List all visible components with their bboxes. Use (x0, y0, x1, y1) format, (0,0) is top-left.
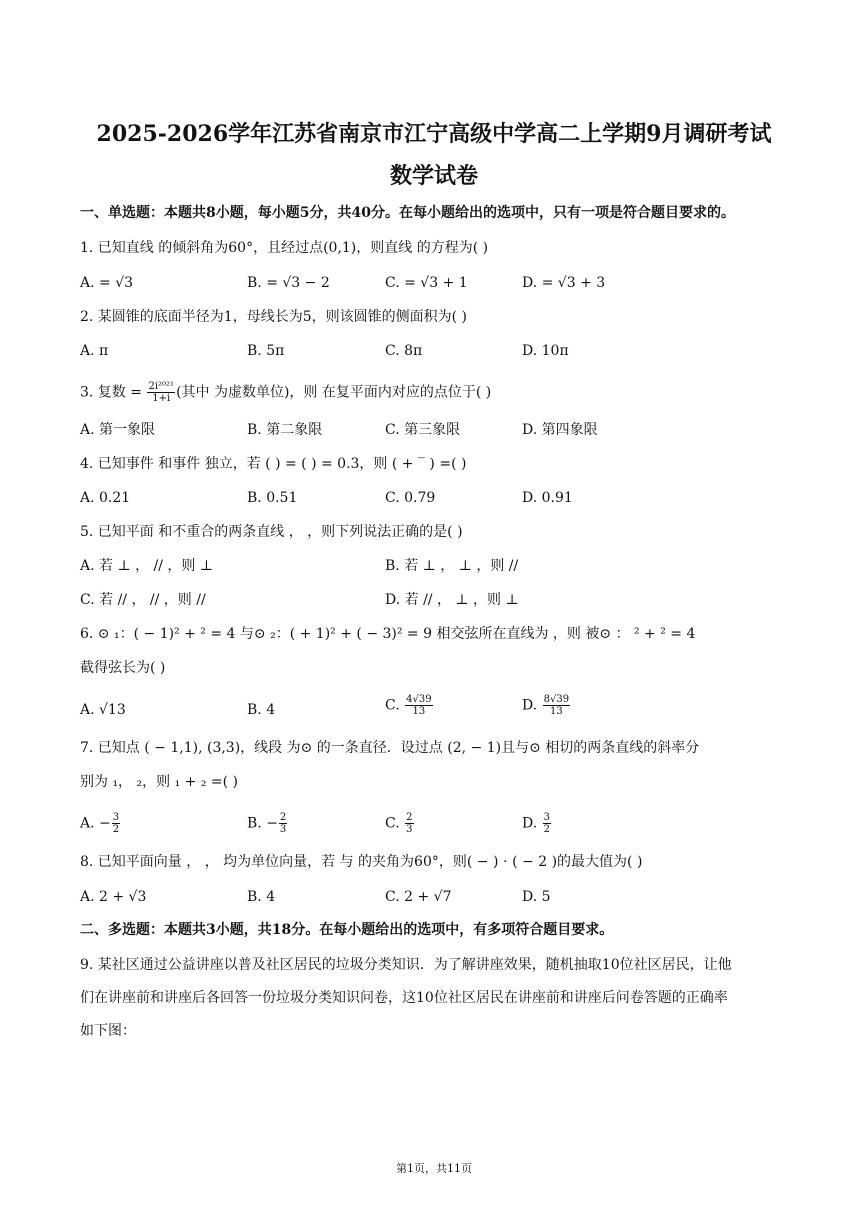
question-7-option-b-label: B. − (247, 815, 278, 832)
exam-title: 2025-2026学年江苏省南京市江宁高级中学高二上学期9月调研考试 (96, 121, 772, 147)
question-3-option-a: A. 第一象限 (80, 422, 156, 438)
question-3-suffix: (其中 为虚数单位)，则 在复平面内对应的点位于( ) (176, 384, 492, 401)
question-7-option-b (247, 812, 288, 835)
question-2-stem: 2. 某圆锥的底面半径为1，母线长为5，则该圆锥的侧面积为( ) (80, 309, 467, 325)
question-3-prefix: 3. 复数 = (80, 384, 147, 401)
question-7-option-d-numerator: 3 (543, 812, 551, 823)
section-heading-multi-choice: 二、多选题：本题共3小题，共18分。在每小题给出的选项中，有多项符合题目要求。 (80, 922, 614, 938)
question-7-option-b-denominator: 3 (279, 824, 287, 835)
question-3-option-c: C. 第三象限 (385, 422, 461, 438)
question-7-option-a-label: A. − (80, 815, 111, 832)
question-4-stem: 4. 已知事件 和事件 独立，若 ( ) = ( ) = 0.3，则 ( + ‾ ) =( ) (80, 456, 467, 472)
question-5-option-a: A. 若 ⊥ ， // ，则 ⊥ (80, 558, 214, 574)
section-heading-single-choice: 一、单选题：本题共8小题，每小题5分，共40分。在每小题给出的选项中，只有一项是符合题目要求的。 (80, 205, 735, 221)
question-9-line-1: 9. 某社区通过公益讲座以普及社区居民的垃圾分类知识．为了解讲座效果，随机抽取10位社区居民，让他 (80, 957, 732, 973)
question-6-option-d-fraction (543, 694, 570, 717)
question-7-option-c-denominator: 3 (406, 824, 413, 835)
exam-subtitle: 数学试卷 (389, 163, 478, 189)
question-6-stem: 6. ⊙ ₁：( − 1)² + ² = 4 与⊙ ₂：( + 1)² + ( − 3)² = 9 相交弦所在直线为 ，则 被⊙ ： ² + ² = 4 (80, 626, 696, 642)
question-8-option-b: B. 4 (247, 889, 276, 905)
question-2-option-b: B. 5π (247, 343, 285, 359)
question-7-option-b-fraction (279, 812, 287, 835)
question-3-option-b: B. 第二象限 (247, 422, 323, 438)
question-1-option-d: D. = √3 + 3 (522, 275, 606, 291)
question-2-option-c: C. 8π (385, 343, 423, 359)
question-7-option-d-fraction (543, 812, 551, 835)
question-6-option-d (522, 694, 571, 717)
question-3-stem (80, 381, 491, 404)
question-4-option-c: C. 0.79 (385, 490, 436, 506)
question-7-option-a-fraction (112, 812, 120, 835)
question-6-option-a: A. √13 (80, 702, 126, 718)
question-1-option-c: C. = √3 + 1 (385, 275, 468, 291)
question-2-option-d: D. 10π (522, 343, 569, 359)
question-3-numerator: 2i²⁰²¹ (148, 381, 175, 392)
question-6-option-c-label: C. (385, 697, 405, 714)
question-7-option-d-denominator: 2 (543, 824, 551, 835)
question-3-denominator: 1+i (152, 393, 171, 404)
question-5-option-c: C. 若 // ， // ，则 // (80, 592, 206, 608)
question-6-option-d-label: D. (522, 697, 542, 714)
question-7-option-a-denominator: 2 (112, 824, 120, 835)
question-6-option-c-denominator: 13 (412, 706, 426, 717)
question-2-option-a: A. π (80, 343, 109, 359)
question-7-option-a (80, 812, 121, 835)
question-6-option-d-numerator: 8√39 (543, 694, 570, 705)
question-7-option-d-label: D. (522, 815, 542, 832)
question-4-option-a: A. 0.21 (80, 490, 131, 506)
question-7-option-a-numerator: 3 (112, 812, 120, 823)
question-6-option-c-fraction (405, 694, 432, 717)
question-5-option-b: B. 若 ⊥ ， ⊥ ，则 // (385, 558, 519, 574)
question-6-option-c (385, 694, 434, 717)
question-3-fraction (147, 381, 175, 404)
question-5-stem: 5. 已知平面 和不重合的两条直线 ， ，则下列说法正确的是( ) (80, 524, 463, 540)
question-9-line-3: 如下图： (80, 1023, 136, 1039)
question-8-stem: 8. 已知平面向量 ， ， 均为单位向量，若 与 的夹角为60°，则( − ) ⋅ ( − 2 )的最大值为( ) (80, 854, 643, 870)
question-7-option-d (522, 812, 552, 835)
question-7-option-c-fraction (405, 812, 413, 835)
question-7-stem: 7. 已知点 ( − 1,1), (3,3)，线段 为⊙ 的一条直径．设过点 (2, − 1)且与⊙ 相切的两条直线的斜率分 (80, 740, 700, 756)
question-1-option-b: B. = √3 − 2 (247, 275, 330, 291)
question-7-option-c-label: C. (385, 815, 405, 832)
question-3-option-d: D. 第四象限 (522, 422, 598, 438)
question-6-stem-continued: 截得弦长为( ) (80, 660, 166, 676)
question-7-option-b-numerator: 2 (279, 812, 287, 823)
question-6-option-c-numerator: 4√39 (406, 694, 432, 705)
question-6-option-b: B. 4 (247, 702, 276, 718)
question-8-option-d: D. 5 (522, 889, 551, 905)
question-8-option-c: C. 2 + √7 (385, 889, 452, 905)
question-1-option-a: A. = √3 (80, 275, 134, 291)
page-footer: 第1页，共11页 (396, 1162, 472, 1175)
question-9-line-2: 们在讲座前和讲座后各回答一份垃圾分类知识问卷，这10位社区居民在讲座前和讲座后问卷答题的正确率 (80, 990, 728, 1006)
question-7-stem-continued: 别为 ₁， ₂，则 ₁ + ₂ =( ) (80, 774, 238, 790)
question-5-option-d: D. 若 // ， ⊥ ，则 ⊥ (385, 592, 519, 608)
question-8-option-a: A. 2 + √3 (80, 889, 147, 905)
question-7-option-c-numerator: 2 (406, 812, 413, 823)
question-4-option-b: B. 0.51 (247, 490, 298, 506)
question-1-stem: 1. 已知直线 的倾斜角为60°，且经过点(0,1)，则直线 的方程为( ) (80, 240, 489, 256)
question-7-option-c (385, 812, 415, 835)
question-4-option-d: D. 0.91 (522, 490, 573, 506)
question-6-option-d-denominator: 13 (550, 706, 563, 717)
